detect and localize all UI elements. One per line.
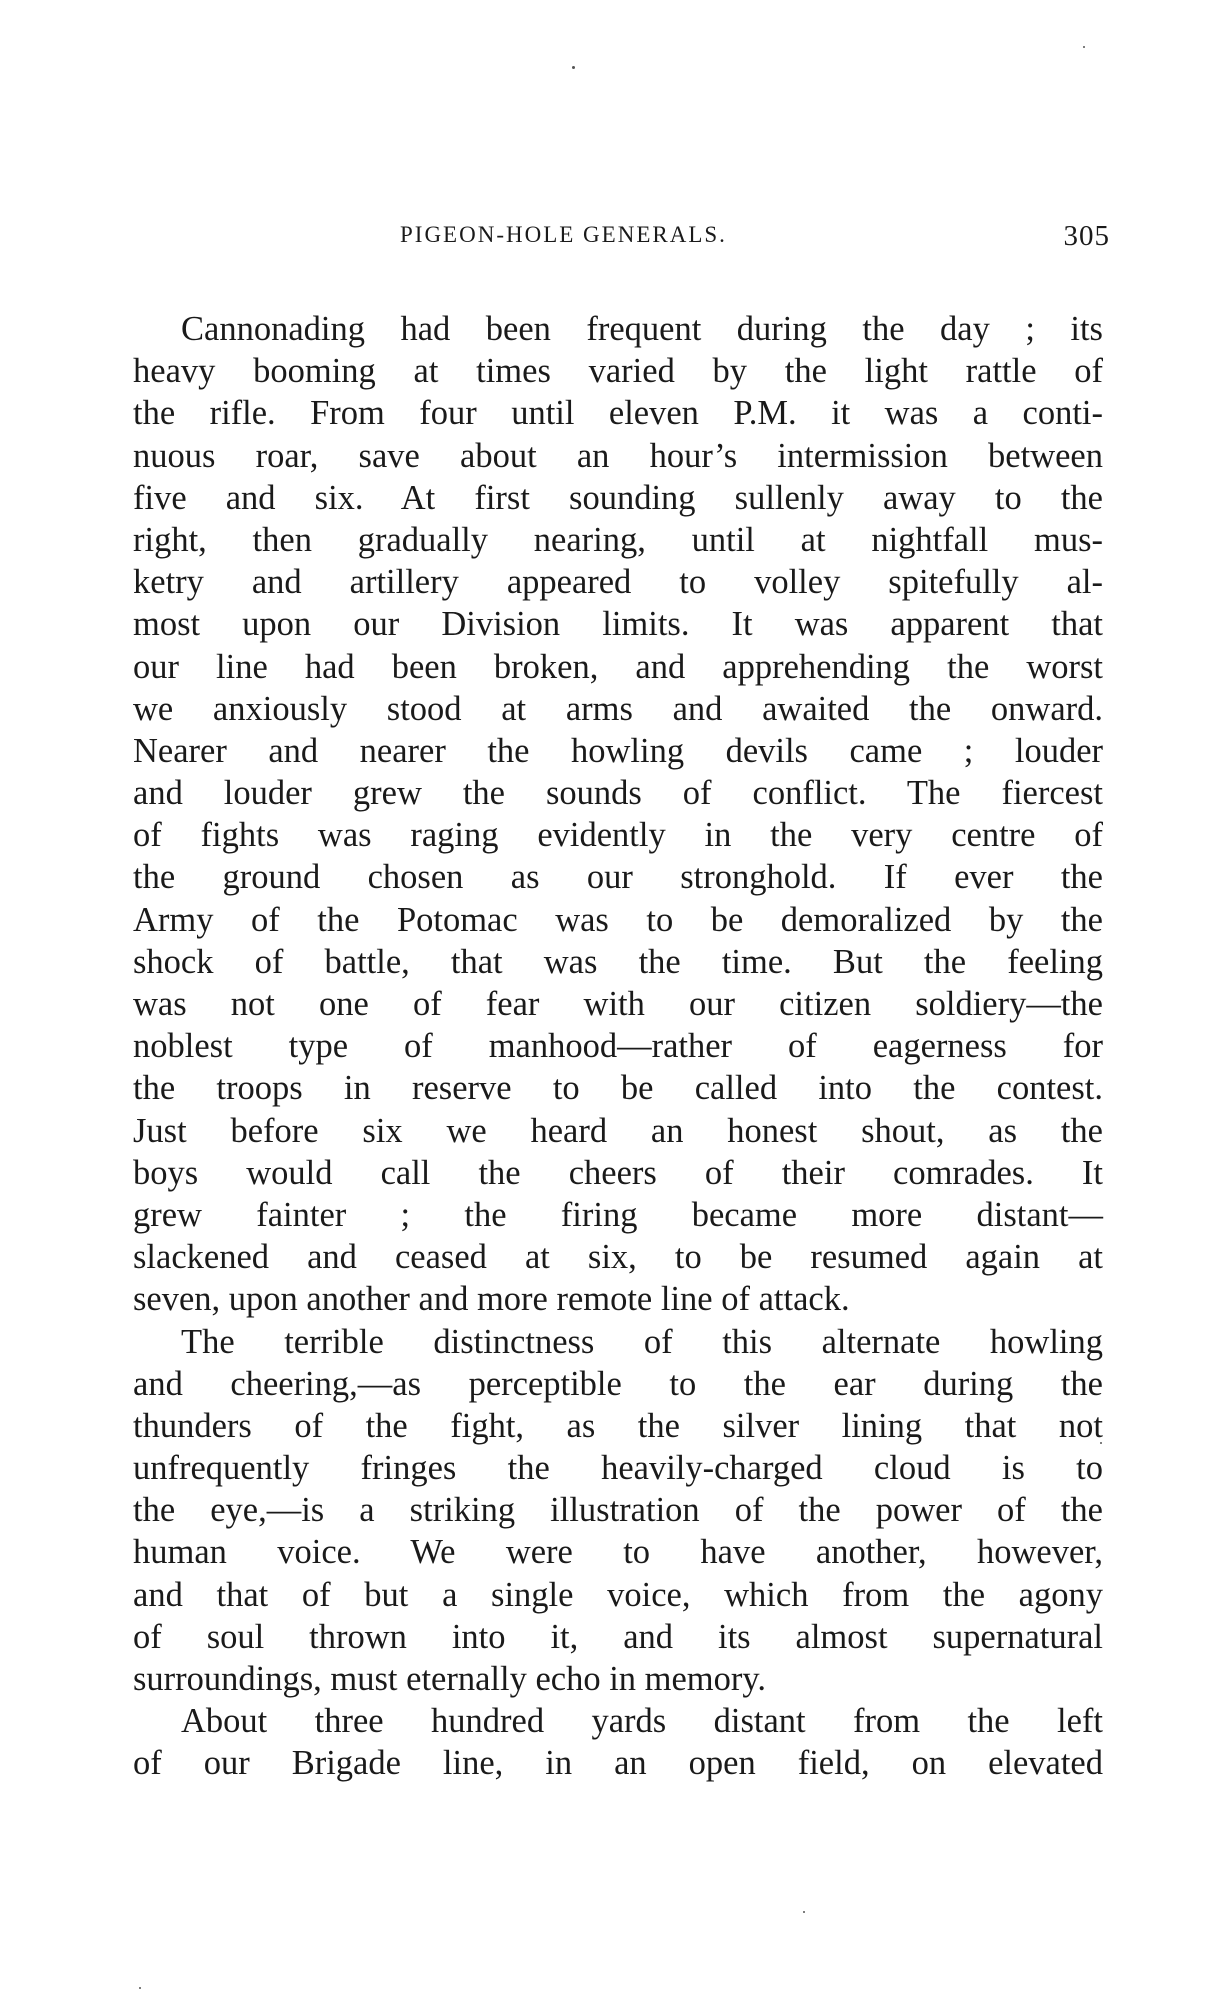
text-line: was not one of fear with our citizen soldiery—the (133, 985, 1103, 1023)
text-line: most upon our Division limits. It was apparent that (133, 605, 1103, 644)
text-line: the rifle. From four until eleven P.M. it was a conti- (133, 394, 1103, 433)
text-line: Army of the Potomac was to be demoralized by the (133, 900, 1103, 939)
text-line: and louder grew the sounds of conflict. The fiercest (133, 774, 1103, 813)
paper-speck (1083, 46, 1085, 48)
text-line: of soul thrown into it, and its almost supernatural (133, 1617, 1103, 1656)
text-line: the ground chosen as our stronghold. If ever the (133, 858, 1103, 897)
text-line: of our Brigade line, in an open field, on elevated (133, 1744, 1103, 1783)
text-line: seven, upon another and more remote line of attack. (133, 1280, 850, 1319)
text-line: slackened and ceased at six, to be resumed again at (133, 1238, 1103, 1277)
body-text (133, 308, 1103, 1785)
page-number: 305 (1063, 220, 1110, 252)
paragraph (133, 1321, 1103, 1701)
paper-speck (803, 1911, 805, 1913)
text-line: shock of battle, that was the time. But the feeling (133, 942, 1103, 981)
text-line: The terrible distinctness of this alternate howling (181, 1322, 1103, 1361)
text-line: and cheering,—as perceptible to the ear during the (133, 1364, 1103, 1403)
text-line: the eye,—is a striking illustration of the power of the (133, 1491, 1103, 1530)
text-line: grew fainter ; the firing became more distant— (133, 1195, 1103, 1234)
text-line: surroundings, must eternally echo in memory. (133, 1660, 767, 1698)
text-line: About three hundred yards distant from the left (181, 1702, 1103, 1741)
text-line: we anxiously stood at arms and awaited the onward. (133, 689, 1103, 728)
text-line: unfrequently fringes the heavily-charged cloud is to (133, 1449, 1103, 1488)
paper-speck (139, 1987, 141, 1989)
text-line: heavy booming at times varied by the light rattle of (133, 352, 1103, 391)
text-line: five and six. At first sounding sullenly away to the (133, 478, 1103, 517)
page-header (400, 222, 1110, 262)
paragraph (133, 1700, 1103, 1784)
paper-speck (572, 66, 575, 69)
text-line: our line had been broken, and apprehending the worst (133, 647, 1103, 686)
text-line: Just before six we heard an honest shout, as the (133, 1111, 1103, 1150)
text-line: nuous roar, save about an hour’s intermission between (133, 436, 1103, 475)
text-line: boys would call the cheers of their comrades. It (133, 1153, 1103, 1192)
paragraph (133, 308, 1103, 1321)
text-line: thunders of the fight, as the silver lining that not (133, 1406, 1103, 1445)
text-line: right, then gradually nearing, until at nightfall mus- (133, 520, 1103, 559)
text-line: human voice. We were to have another, however, (133, 1533, 1103, 1572)
running-title: PIGEON-HOLE GENERALS. (400, 222, 727, 247)
text-line: noblest type of manhood—rather of eagerness for (133, 1027, 1103, 1066)
text-line: Nearer and nearer the howling devils came ; louder (133, 731, 1103, 770)
text-line: the troops in reserve to be called into the contest. (133, 1069, 1103, 1108)
text-line: Cannonading had been frequent during the day ; its (181, 310, 1103, 348)
text-line: ketry and artillery appeared to volley spitefully al- (133, 563, 1103, 602)
text-line: and that of but a single voice, which from the agony (133, 1575, 1103, 1614)
text-line: of fights was raging evidently in the very centre of (133, 816, 1103, 855)
